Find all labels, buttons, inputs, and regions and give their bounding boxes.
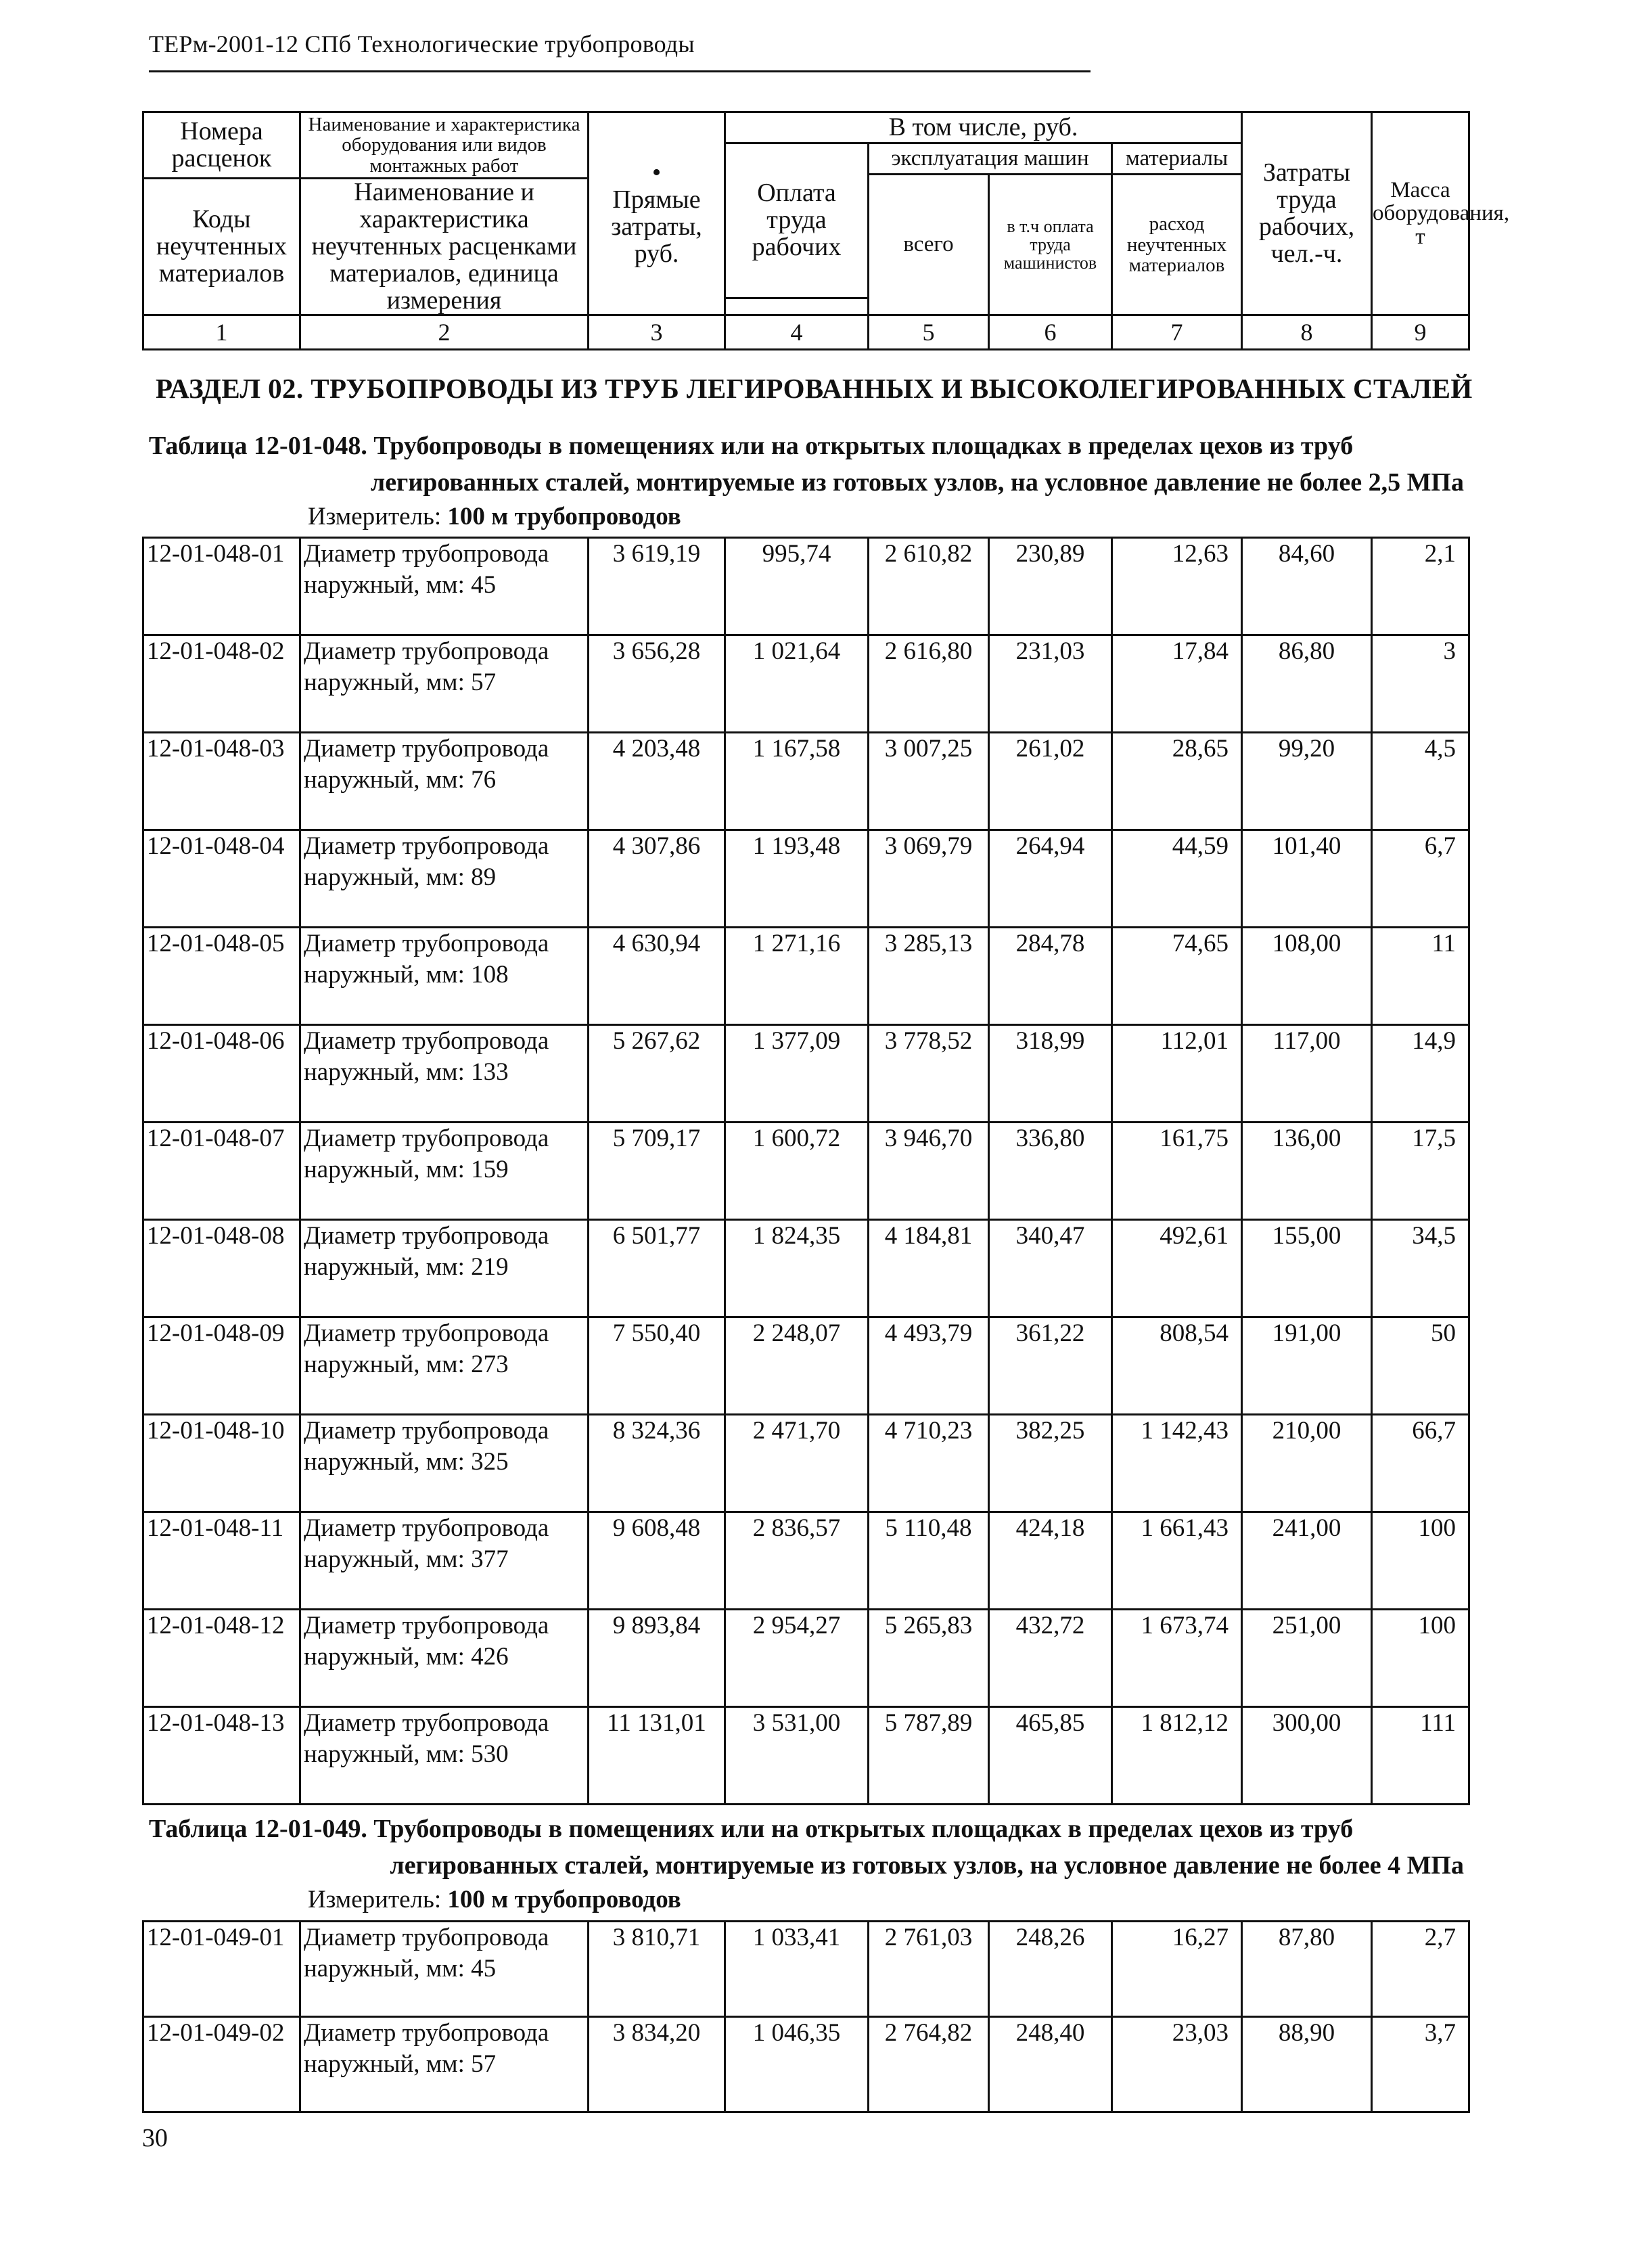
table-049-measure — [308, 1885, 681, 1914]
cell-name: Диаметр трубопровода наружный, мм: 133 — [300, 1025, 589, 1123]
cell-labor-hours: 117,00 — [1242, 1025, 1372, 1123]
header-col8: Затраты труда рабочих, чел.-ч. — [1242, 112, 1372, 315]
cell-materials: 161,75 — [1112, 1123, 1242, 1220]
cell-code: 12-01-048-02 — [143, 635, 300, 733]
header-num-1: 1 — [143, 315, 300, 350]
cell-machinist-wage: 248,26 — [989, 1922, 1112, 2017]
cell-worker-wage: 1 271,16 — [725, 928, 869, 1025]
cell-code: 12-01-048-10 — [143, 1415, 300, 1512]
cell-labor-hours: 84,60 — [1242, 538, 1372, 635]
table-row — [143, 2017, 1469, 2112]
header-col5: всего — [869, 175, 989, 315]
cell-machine-total: 2 764,82 — [869, 2017, 989, 2112]
cell-labor-hours: 108,00 — [1242, 928, 1372, 1025]
cell-machinist-wage: 424,18 — [989, 1512, 1112, 1610]
cell-machine-total: 3 946,70 — [869, 1123, 989, 1220]
cell-mass: 100 — [1372, 1512, 1469, 1610]
cell-code: 12-01-048-09 — [143, 1317, 300, 1415]
header-col1-top: Номера расценок — [143, 112, 300, 179]
table-048-caption-line2: легированных сталей, монтируемые из готовых узлов, на условное давление не более 2,5 МПа — [370, 468, 1464, 497]
cell-labor-hours: 300,00 — [1242, 1707, 1372, 1805]
cell-name: Диаметр трубопровода наружный, мм: 159 — [300, 1123, 589, 1220]
cell-worker-wage: 1 021,64 — [725, 635, 869, 733]
cell-code: 12-01-048-08 — [143, 1220, 300, 1317]
cell-machine-total: 3 069,79 — [869, 830, 989, 928]
cell-machine-total: 4 493,79 — [869, 1317, 989, 1415]
cell-materials: 1 812,12 — [1112, 1707, 1242, 1805]
table-048-measure-value: 100 м трубопроводов — [447, 503, 681, 530]
header-col3-mark: • — [651, 158, 662, 187]
header-num-9: 9 — [1372, 315, 1469, 350]
header-num-4: 4 — [725, 315, 869, 350]
cell-labor-hours: 210,00 — [1242, 1415, 1372, 1512]
header-num-7: 7 — [1112, 315, 1242, 350]
cell-direct-cost: 9 893,84 — [589, 1610, 725, 1707]
cell-name: Диаметр трубопровода наружный, мм: 377 — [300, 1512, 589, 1610]
header-group: В том числе, руб. — [725, 112, 1242, 143]
section-title: РАЗДЕЛ 02. ТРУБОПРОВОДЫ ИЗ ТРУБ ЛЕГИРОВАННЫХ И ВЫСОКОЛЕГИРОВАННЫХ СТАЛЕЙ — [156, 373, 1473, 404]
cell-materials: 74,65 — [1112, 928, 1242, 1025]
cell-labor-hours: 86,80 — [1242, 635, 1372, 733]
cell-materials: 17,84 — [1112, 635, 1242, 733]
cell-worker-wage: 1 824,35 — [725, 1220, 869, 1317]
cell-labor-hours: 251,00 — [1242, 1610, 1372, 1707]
cell-direct-cost: 5 709,17 — [589, 1123, 725, 1220]
header-col9: Масса оборудования, т — [1372, 112, 1469, 315]
table-row — [143, 928, 1469, 1025]
cell-code: 12-01-048-12 — [143, 1610, 300, 1707]
cell-code: 12-01-048-07 — [143, 1123, 300, 1220]
cell-machine-total: 5 265,83 — [869, 1610, 989, 1707]
table-048-caption — [142, 428, 1468, 501]
column-header-table — [142, 111, 1510, 350]
cell-mass: 3,7 — [1372, 2017, 1469, 2112]
cell-code: 12-01-048-04 — [143, 830, 300, 928]
cell-worker-wage: 1 167,58 — [725, 733, 869, 830]
table-049-measure-label: Измеритель: — [308, 1886, 442, 1913]
table-049 — [142, 1920, 1470, 2113]
cell-name: Диаметр трубопровода наружный, мм: 325 — [300, 1415, 589, 1512]
table-row — [143, 538, 1469, 635]
cell-worker-wage: 2 954,27 — [725, 1610, 869, 1707]
cell-direct-cost: 3 810,71 — [589, 1922, 725, 2017]
table-row — [143, 830, 1469, 928]
cell-materials: 492,61 — [1112, 1220, 1242, 1317]
page-header: ТЕРм-2001-12 СПб Технологические трубопроводы — [149, 30, 695, 58]
header-rule — [149, 70, 1091, 72]
cell-name: Диаметр трубопровода наружный, мм: 108 — [300, 928, 589, 1025]
cell-machinist-wage: 465,85 — [989, 1707, 1112, 1805]
table-048 — [142, 537, 1470, 1805]
cell-name: Диаметр трубопровода наружный, мм: 530 — [300, 1707, 589, 1805]
cell-code: 12-01-048-11 — [143, 1512, 300, 1610]
table-049-measure-value: 100 м трубопроводов — [447, 1886, 681, 1913]
cell-machinist-wage: 432,72 — [989, 1610, 1112, 1707]
cell-materials: 808,54 — [1112, 1317, 1242, 1415]
cell-machinist-wage: 336,80 — [989, 1123, 1112, 1220]
cell-materials: 28,65 — [1112, 733, 1242, 830]
cell-worker-wage: 995,74 — [725, 538, 869, 635]
header-col4: Оплата труда рабочих — [725, 143, 869, 298]
table-row — [143, 635, 1469, 733]
table-049-caption — [142, 1811, 1468, 1884]
cell-worker-wage: 2 248,07 — [725, 1317, 869, 1415]
cell-labor-hours: 136,00 — [1242, 1123, 1372, 1220]
cell-worker-wage: 1 377,09 — [725, 1025, 869, 1123]
cell-labor-hours: 101,40 — [1242, 830, 1372, 928]
cell-worker-wage: 2 836,57 — [725, 1512, 869, 1610]
cell-direct-cost: 5 267,62 — [589, 1025, 725, 1123]
cell-name: Диаметр трубопровода наружный, мм: 89 — [300, 830, 589, 928]
table-048-caption-line1: Таблица 12-01-048. Трубопроводы в помещениях или на открытых площадках в пределах цехов из труб — [149, 432, 1354, 460]
cell-materials: 1 673,74 — [1112, 1610, 1242, 1707]
table-049-body — [143, 1922, 1469, 2112]
cell-code: 12-01-048-03 — [143, 733, 300, 830]
table-row — [143, 1707, 1469, 1805]
cell-direct-cost: 11 131,01 — [589, 1707, 725, 1805]
cell-worker-wage: 1 600,72 — [725, 1123, 869, 1220]
table-049-caption-line2: легированных сталей, монтируемые из готовых узлов, на условное давление не более 4 МПа — [390, 1851, 1464, 1880]
cell-name: Диаметр трубопровода наружный, мм: 45 — [300, 538, 589, 635]
cell-code: 12-01-049-01 — [143, 1922, 300, 2017]
header-col2-top: Наименование и характеристика оборудования или видов монтажных работ — [300, 112, 589, 179]
cell-machinist-wage: 361,22 — [989, 1317, 1112, 1415]
header-num-5: 5 — [869, 315, 989, 350]
cell-mass: 2,1 — [1372, 538, 1469, 635]
header-col7: расход неучтенных материалов — [1112, 175, 1242, 315]
cell-direct-cost: 3 619,19 — [589, 538, 725, 635]
header-col2-bottom: Наименование и характеристика неучтенных расценками материалов, единица измерения — [300, 179, 589, 315]
cell-direct-cost: 4 203,48 — [589, 733, 725, 830]
cell-machine-total: 4 710,23 — [869, 1415, 989, 1512]
cell-name: Диаметр трубопровода наружный, мм: 45 — [300, 1922, 589, 2017]
cell-worker-wage: 1 046,35 — [725, 2017, 869, 2112]
cell-labor-hours: 99,20 — [1242, 733, 1372, 830]
cell-materials: 23,03 — [1112, 2017, 1242, 2112]
header-num-8: 8 — [1242, 315, 1372, 350]
cell-worker-wage: 1 033,41 — [725, 1922, 869, 2017]
cell-name: Диаметр трубопровода наружный, мм: 76 — [300, 733, 589, 830]
cell-direct-cost: 3 834,20 — [589, 2017, 725, 2112]
cell-code: 12-01-048-05 — [143, 928, 300, 1025]
cell-direct-cost: 8 324,36 — [589, 1415, 725, 1512]
cell-machine-total: 2 616,80 — [869, 635, 989, 733]
cell-code: 12-01-048-01 — [143, 538, 300, 635]
cell-mass: 14,9 — [1372, 1025, 1469, 1123]
cell-direct-cost: 4 630,94 — [589, 928, 725, 1025]
cell-code: 12-01-049-02 — [143, 2017, 300, 2112]
cell-labor-hours: 155,00 — [1242, 1220, 1372, 1317]
cell-mass: 100 — [1372, 1610, 1469, 1707]
cell-materials: 1 142,43 — [1112, 1415, 1242, 1512]
cell-name: Диаметр трубопровода наружный, мм: 57 — [300, 635, 589, 733]
header-col3 — [589, 112, 725, 315]
table-row — [143, 1123, 1469, 1220]
cell-mass: 11 — [1372, 928, 1469, 1025]
page-number: 30 — [142, 2124, 168, 2152]
cell-mass: 6,7 — [1372, 830, 1469, 928]
cell-mass: 111 — [1372, 1707, 1469, 1805]
cell-mass: 17,5 — [1372, 1123, 1469, 1220]
cell-worker-wage: 1 193,48 — [725, 830, 869, 928]
cell-machinist-wage: 382,25 — [989, 1415, 1112, 1512]
cell-machinist-wage: 264,94 — [989, 830, 1112, 928]
cell-direct-cost: 4 307,86 — [589, 830, 725, 928]
header-col6: в т.ч оплата труда машинистов — [989, 175, 1112, 315]
cell-labor-hours: 241,00 — [1242, 1512, 1372, 1610]
cell-mass: 3 — [1372, 635, 1469, 733]
table-row — [143, 1415, 1469, 1512]
cell-name: Диаметр трубопровода наружный, мм: 57 — [300, 2017, 589, 2112]
cell-materials: 1 661,43 — [1112, 1512, 1242, 1610]
table-row — [143, 1220, 1469, 1317]
cell-machine-total: 2 610,82 — [869, 538, 989, 635]
header-num-3: 3 — [589, 315, 725, 350]
header-subgroup-machines: эксплуатация машин — [869, 143, 1112, 175]
cell-machine-total: 5 110,48 — [869, 1512, 989, 1610]
cell-code: 12-01-048-06 — [143, 1025, 300, 1123]
header-col1-bottom: Коды неучтенных материалов — [143, 179, 300, 315]
cell-machinist-wage: 230,89 — [989, 538, 1112, 635]
cell-name: Диаметр трубопровода наружный, мм: 426 — [300, 1610, 589, 1707]
header-num-6: 6 — [989, 315, 1112, 350]
cell-direct-cost: 3 656,28 — [589, 635, 725, 733]
cell-materials: 112,01 — [1112, 1025, 1242, 1123]
table-049-caption-line1: Таблица 12-01-049. Трубопроводы в помещениях или на открытых площадках в пределах цехов из труб — [149, 1815, 1354, 1843]
cell-materials: 12,63 — [1112, 538, 1242, 635]
table-048-measure-label: Измеритель: — [308, 503, 442, 530]
cell-materials: 44,59 — [1112, 830, 1242, 928]
cell-labor-hours: 88,90 — [1242, 2017, 1372, 2112]
cell-machinist-wage: 284,78 — [989, 928, 1112, 1025]
cell-machine-total: 3 778,52 — [869, 1025, 989, 1123]
cell-mass: 34,5 — [1372, 1220, 1469, 1317]
header-subgroup-materials: материалы — [1112, 143, 1242, 175]
cell-direct-cost: 7 550,40 — [589, 1317, 725, 1415]
cell-worker-wage: 3 531,00 — [725, 1707, 869, 1805]
cell-name: Диаметр трубопровода наружный, мм: 219 — [300, 1220, 589, 1317]
cell-name: Диаметр трубопровода наружный, мм: 273 — [300, 1317, 589, 1415]
cell-machine-total: 2 761,03 — [869, 1922, 989, 2017]
cell-materials: 16,27 — [1112, 1922, 1242, 2017]
cell-worker-wage: 2 471,70 — [725, 1415, 869, 1512]
cell-machinist-wage: 340,47 — [989, 1220, 1112, 1317]
cell-labor-hours: 87,80 — [1242, 1922, 1372, 2017]
cell-machine-total: 3 285,13 — [869, 928, 989, 1025]
cell-machinist-wage: 318,99 — [989, 1025, 1112, 1123]
cell-labor-hours: 191,00 — [1242, 1317, 1372, 1415]
cell-machinist-wage: 231,03 — [989, 635, 1112, 733]
table-row — [143, 1922, 1469, 2017]
header-col3-label: Прямые затраты, руб. — [611, 185, 702, 268]
table-row — [143, 1025, 1469, 1123]
table-row — [143, 733, 1469, 830]
cell-machine-total: 5 787,89 — [869, 1707, 989, 1805]
cell-machinist-wage: 261,02 — [989, 733, 1112, 830]
cell-direct-cost: 9 608,48 — [589, 1512, 725, 1610]
cell-mass: 4,5 — [1372, 733, 1469, 830]
table-row — [143, 1512, 1469, 1610]
table-048-measure — [308, 502, 681, 531]
cell-mass: 66,7 — [1372, 1415, 1469, 1512]
table-row — [143, 1610, 1469, 1707]
cell-code: 12-01-048-13 — [143, 1707, 300, 1805]
cell-machine-total: 3 007,25 — [869, 733, 989, 830]
cell-machinist-wage: 248,40 — [989, 2017, 1112, 2112]
cell-direct-cost: 6 501,77 — [589, 1220, 725, 1317]
cell-mass: 50 — [1372, 1317, 1469, 1415]
header-num-2: 2 — [300, 315, 589, 350]
cell-mass: 2,7 — [1372, 1922, 1469, 2017]
table-row — [143, 1317, 1469, 1415]
cell-machine-total: 4 184,81 — [869, 1220, 989, 1317]
table-048-body — [143, 538, 1469, 1805]
